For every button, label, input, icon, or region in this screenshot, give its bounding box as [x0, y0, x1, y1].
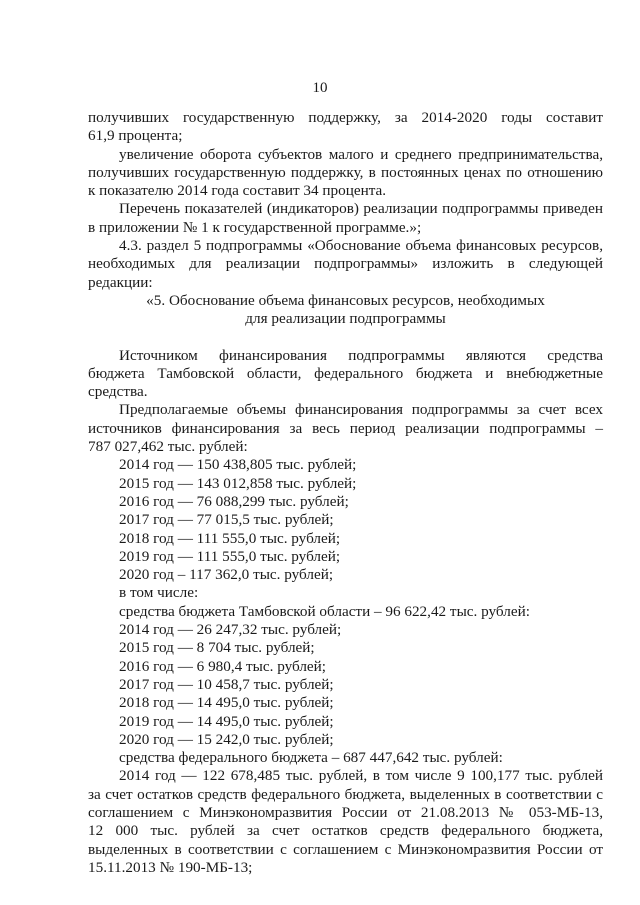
regional-budget-item: 2020 год — 15 242,0 тыс. рублей; [119, 730, 334, 748]
funding-total-item: 2019 год — 111 555,0 тыс. рублей; [119, 547, 341, 565]
funding-total-item: 2020 год – 117 362,0 тыс. рублей; [119, 566, 334, 584]
regional-budget-item: 2016 год — 6 980,4 тыс. рублей; [119, 657, 327, 675]
text-line: 2014 год — 122 678,485 тыс. рублей, в том числе 9 100,177 тыс. рублей [119, 767, 603, 785]
text-line: увеличение оборота субъектов малого и среднего предпринимательства, [119, 145, 603, 163]
document-body [88, 109, 603, 877]
regional-budget-item: 2015 год — 8 704 тыс. рублей; [119, 639, 315, 657]
funding-total-item: 2014 год — 150 438,805 тыс. рублей; [119, 456, 357, 474]
text-line: получивших государственную поддержку, за 2014-2020 годы составит [88, 109, 603, 126]
section-heading: «5. Обоснование объема финансовых ресурсов, необходимых [146, 291, 545, 309]
text-line: 15.11.2013 № 190-МБ-13; [88, 858, 253, 876]
regional-budget-item: 2019 год — 14 495,0 тыс. рублей; [119, 712, 334, 730]
text-line: за счет остатков средств федерального бюджета, выделенных в соответствии с [88, 785, 603, 803]
text-line: к показателю 2014 года составит 34 процента. [88, 182, 387, 200]
text-line: получивших государственную поддержку, в постоянных ценах по отношению [88, 163, 603, 181]
text-line: 61,9 процента; [88, 127, 183, 145]
page-number: 10 [312, 80, 328, 96]
text-line: 12 000 тыс. рублей за счет остатков средств федерального бюджета, [88, 822, 603, 840]
funding-total-item: 2018 год — 111 555,0 тыс. рублей; [119, 529, 341, 547]
regional-budget-item: 2014 год — 26 247,32 тыс. рублей; [119, 621, 342, 639]
text-line: источников финансирования за весь период реализации подпрограммы – [88, 419, 603, 437]
text-line: Предполагаемые объемы финансирования подпрограммы за счет всех [119, 401, 603, 419]
text-line: редакции: [88, 273, 153, 291]
text-line: в том числе: [119, 584, 199, 602]
text-line: бюджета Тамбовской области, федерального бюджета и внебюджетные [88, 364, 603, 382]
funding-total-item: 2017 год — 77 015,5 тыс. рублей; [119, 511, 334, 529]
funding-total-item: 2016 год — 76 088,299 тыс. рублей; [119, 492, 349, 510]
section-heading: для реализации подпрограммы [245, 310, 446, 328]
text-line: 787 027,462 тыс. рублей: [88, 438, 248, 456]
regional-budget-item: 2018 год — 14 495,0 тыс. рублей; [119, 694, 334, 712]
text-line: в приложении № 1 к государственной программе.»; [88, 218, 422, 236]
text-line: средства. [88, 383, 148, 401]
text-line: Источником финансирования подпрограммы являются средства [119, 346, 603, 364]
text-line: необходимых для реализации подпрограммы» изложить в следующей [88, 255, 603, 273]
regional-budget-heading: средства бюджета Тамбовской области – 96 622,42 тыс. рублей: [119, 602, 530, 620]
spacer [88, 329, 603, 347]
text-line: 4.3. раздел 5 подпрограммы «Обоснование объема финансовых ресурсов, [119, 237, 603, 255]
federal-budget-heading: средства федерального бюджета – 687 447,642 тыс. рублей: [119, 749, 503, 767]
regional-budget-item: 2017 год — 10 458,7 тыс. рублей; [119, 675, 334, 693]
text-line: выделенных в соответствии с соглашением с Минэкономразвития России от [88, 840, 603, 858]
text-line: Перечень показателей (индикаторов) реализации подпрограммы приведен [119, 200, 603, 218]
text-line: соглашением с Минэкономразвития России от 21.08.2013 № 053-МБ-13, [88, 803, 603, 821]
funding-total-item: 2015 год — 143 012,858 тыс. рублей; [119, 474, 357, 492]
